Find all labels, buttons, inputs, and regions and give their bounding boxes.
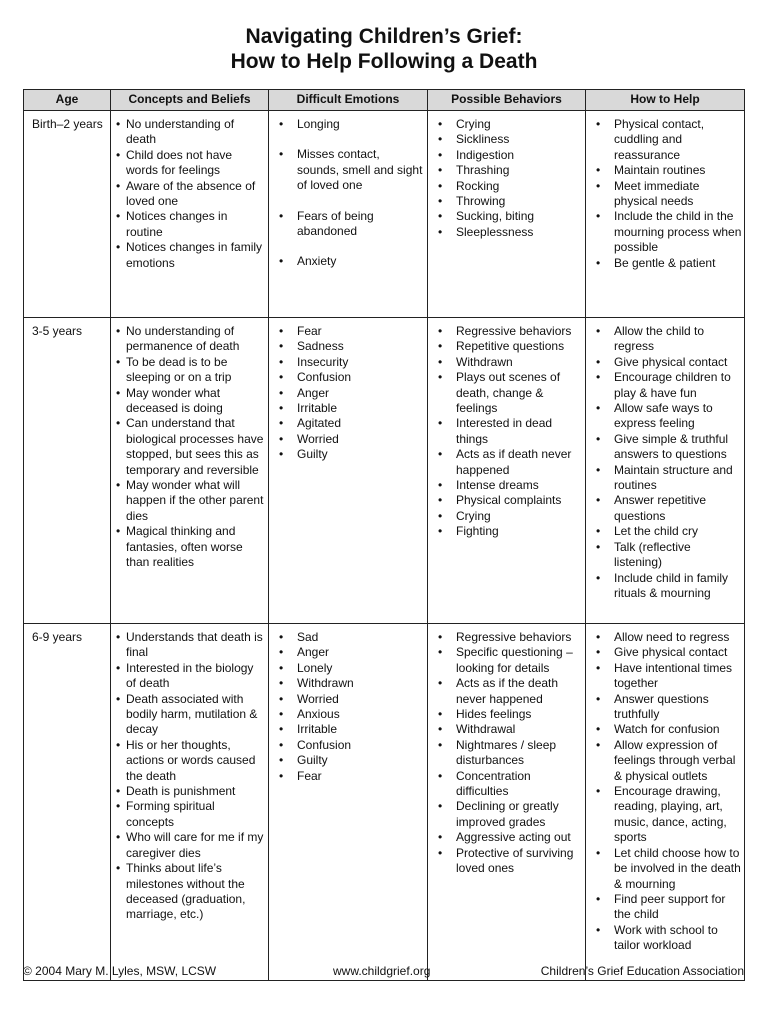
help-item: • Give physical contact [586, 645, 742, 660]
footer-organization: Children’s Grief Education Association [540, 964, 744, 978]
help-item: • Be gentle & patient [586, 256, 742, 271]
emotion-item: • Anger [269, 386, 425, 401]
help-item: • Include child in family rituals & mourning [586, 571, 742, 602]
behavior-item: • Acts as if death never happened [428, 447, 583, 478]
help-item: • Encourage drawing, reading, playing, art, music, dance, acting, sports [586, 784, 742, 846]
behavior-item: • Physical complaints [428, 493, 583, 508]
help-item: • Maintain structure and routines [586, 463, 742, 494]
concept-item: • No understanding of death [111, 117, 266, 148]
emotion-item: • Longing [269, 117, 425, 132]
help-cell [586, 318, 745, 624]
header-behaviors: Possible Behaviors [428, 90, 586, 111]
help-item: • Find peer support for the child [586, 892, 742, 923]
header-emotions: Difficult Emotions [269, 90, 428, 111]
behaviors-cell [428, 624, 586, 981]
behavior-item: • Regressive behaviors [428, 630, 583, 645]
help-cell [586, 111, 745, 318]
age-label: 3-5 years [32, 324, 83, 338]
emotion-item: • Lonely [269, 661, 425, 676]
behavior-item: • Sickliness [428, 132, 583, 147]
table-row [24, 624, 745, 981]
behavior-item: • Withdrawn [428, 355, 583, 370]
behavior-item: • Interested in dead things [428, 416, 583, 447]
table-row [24, 111, 745, 318]
emotion-item: • Worried [269, 692, 425, 707]
title-line-1: Navigating Children’s Grief: [245, 25, 523, 48]
behavior-item: • Throwing [428, 194, 583, 209]
help-list [586, 318, 744, 601]
behavior-item: • Aggressive acting out [428, 830, 583, 845]
behavior-item: • Crying [428, 117, 583, 132]
age-cell [24, 318, 111, 624]
help-item: • Include the child in the mourning process when possible [586, 209, 742, 255]
help-cell [586, 624, 745, 981]
emotions-list [269, 111, 427, 270]
concept-item: • Aware of the absence of loved one [111, 179, 266, 210]
header-help: How to Help [586, 90, 745, 111]
behavior-item: • Sleeplessness [428, 225, 583, 240]
help-item: • Encourage children to play & have fun [586, 370, 742, 401]
header-concepts: Concepts and Beliefs [111, 90, 269, 111]
document-title [0, 24, 768, 74]
footer-copyright: © 2004 Mary M. Lyles, MSW, LCSW [23, 964, 217, 978]
help-list [586, 624, 744, 954]
concepts-list [111, 318, 268, 571]
emotions-list [269, 624, 427, 784]
behavior-item: • Repetitive questions [428, 339, 583, 354]
help-item: • Answer questions truthfully [586, 692, 742, 723]
behavior-item: • Protective of surviving loved ones [428, 846, 583, 877]
header-age: Age [24, 90, 111, 111]
help-item: • Physical contact, cuddling and reassurance [586, 117, 742, 163]
behaviors-list [428, 624, 585, 877]
grief-table [23, 89, 745, 981]
age-label: Birth–2 years [32, 117, 103, 131]
behavior-item: • Specific questioning – looking for details [428, 645, 583, 676]
help-item: • Maintain routines [586, 163, 742, 178]
emotion-item: • Irritable [269, 401, 425, 416]
concept-item: • Can understand that biological processes have stopped, but sees this as temporary and reversible [111, 416, 266, 478]
title-line-2: How to Help Following a Death [230, 50, 538, 73]
emotion-item: • Confusion [269, 738, 425, 753]
emotion-item: • Anxious [269, 707, 425, 722]
concept-item: • Child does not have words for feelings [111, 148, 266, 179]
concept-item: • No understanding of permanence of death [111, 324, 266, 355]
emotion-item: • Guilty [269, 447, 425, 462]
behavior-item: • Rocking [428, 179, 583, 194]
behavior-item: • Acts as if the death never happened [428, 676, 583, 707]
concept-item: • Forming spiritual concepts [111, 799, 266, 830]
emotions-cell [269, 624, 431, 981]
behavior-item: • Withdrawal [428, 722, 583, 737]
emotion-item: • Agitated [269, 416, 425, 431]
page-footer [23, 964, 744, 978]
concept-item: • Death associated with bodily harm, mutilation & decay [111, 692, 266, 738]
concept-item: • To be dead is to be sleeping or on a trip [111, 355, 266, 386]
behavior-item: • Plays out scenes of death, change & feelings [428, 370, 583, 416]
behavior-item: • Sucking, biting [428, 209, 583, 224]
behavior-item: • Indigestion [428, 148, 583, 163]
emotion-item: • Withdrawn [269, 676, 425, 691]
concepts-list [111, 624, 268, 923]
age-cell [24, 624, 111, 981]
emotion-item: • Confusion [269, 370, 425, 385]
concept-item: • His or her thoughts, actions or words caused the death [111, 738, 266, 784]
concepts-cell [111, 318, 269, 624]
emotion-item: • Misses contact, sounds, smell and sight of loved one [269, 147, 425, 193]
behavior-item: • Intense dreams [428, 478, 583, 493]
behaviors-cell [428, 111, 586, 318]
concept-item: • Death is punishment [111, 784, 266, 799]
emotion-item: • Sad [269, 630, 425, 645]
emotion-item: • Fear [269, 324, 425, 339]
help-item: • Have intentional times together [586, 661, 742, 692]
help-item: • Talk (reflective listening) [586, 540, 742, 571]
emotions-cell [269, 318, 428, 624]
concept-item: • Interested in the biology of death [111, 661, 266, 692]
emotion-item: • Insecurity [269, 355, 425, 370]
emotion-item: • Worried [269, 432, 425, 447]
behavior-item: • Hides feelings [428, 707, 583, 722]
concept-item: • Who will care for me if my caregiver dies [111, 830, 266, 861]
concept-item: • Notices changes in family emotions [111, 240, 266, 271]
emotion-item: • Fear [269, 769, 425, 784]
behavior-item: • Fighting [428, 524, 583, 539]
help-item: • Meet immediate physical needs [586, 179, 742, 210]
help-item: • Allow need to regress [586, 630, 742, 645]
behavior-item: • Crying [428, 509, 583, 524]
behavior-item: • Regressive behaviors [428, 324, 583, 339]
help-item: • Allow safe ways to express feeling [586, 401, 742, 432]
age-label: 6-9 years [32, 630, 83, 644]
concepts-cell [111, 111, 269, 318]
help-item: • Let the child cry [586, 524, 742, 539]
concept-item: • May wonder what deceased is doing [111, 386, 266, 417]
concept-item: • Notices changes in routine [111, 209, 266, 240]
concept-item: • Understands that death is final [111, 630, 266, 661]
emotion-item: • Guilty [269, 753, 425, 768]
behaviors-cell [428, 318, 586, 624]
behavior-item: • Thrashing [428, 163, 583, 178]
behavior-item: • Concentration difficulties [428, 769, 583, 800]
header-row [24, 90, 745, 111]
help-item: • Watch for confusion [586, 722, 742, 737]
emotion-item: • Fears of being abandoned [269, 209, 425, 240]
emotions-list [269, 318, 427, 463]
emotions-cell [269, 111, 428, 318]
help-item: • Let child choose how to be involved in the death & mourning [586, 846, 742, 892]
behavior-item: • Nightmares / sleep disturbances [428, 738, 583, 769]
concept-item: • Thinks about life’s milestones without the deceased (graduation, marriage, etc.) [111, 861, 266, 923]
help-item: • Work with school to tailor workload [586, 923, 742, 954]
age-cell [24, 111, 111, 318]
emotion-item: • Anger [269, 645, 425, 660]
footer-website-link[interactable]: www.childgrief.org [333, 964, 431, 978]
help-item: • Allow expression of feelings through verbal & physical outlets [586, 738, 742, 784]
emotion-item: • Sadness [269, 339, 425, 354]
table-row [24, 318, 745, 624]
emotion-item: • Anxiety [269, 254, 425, 269]
behaviors-list [428, 111, 585, 240]
behaviors-list [428, 318, 585, 540]
help-item: • Allow the child to regress [586, 324, 742, 355]
help-item: • Give simple & truthful answers to questions [586, 432, 742, 463]
concept-item: • Magical thinking and fantasies, often worse than realities [111, 524, 266, 570]
concepts-list [111, 111, 268, 271]
concepts-cell [111, 624, 269, 981]
concept-item: • May wonder what will happen if the other parent dies [111, 478, 266, 524]
emotion-item: • Irritable [269, 722, 425, 737]
help-list [586, 111, 744, 271]
help-item: • Answer repetitive questions [586, 493, 742, 524]
behavior-item: • Declining or greatly improved grades [428, 799, 583, 830]
help-item: • Give physical contact [586, 355, 742, 370]
